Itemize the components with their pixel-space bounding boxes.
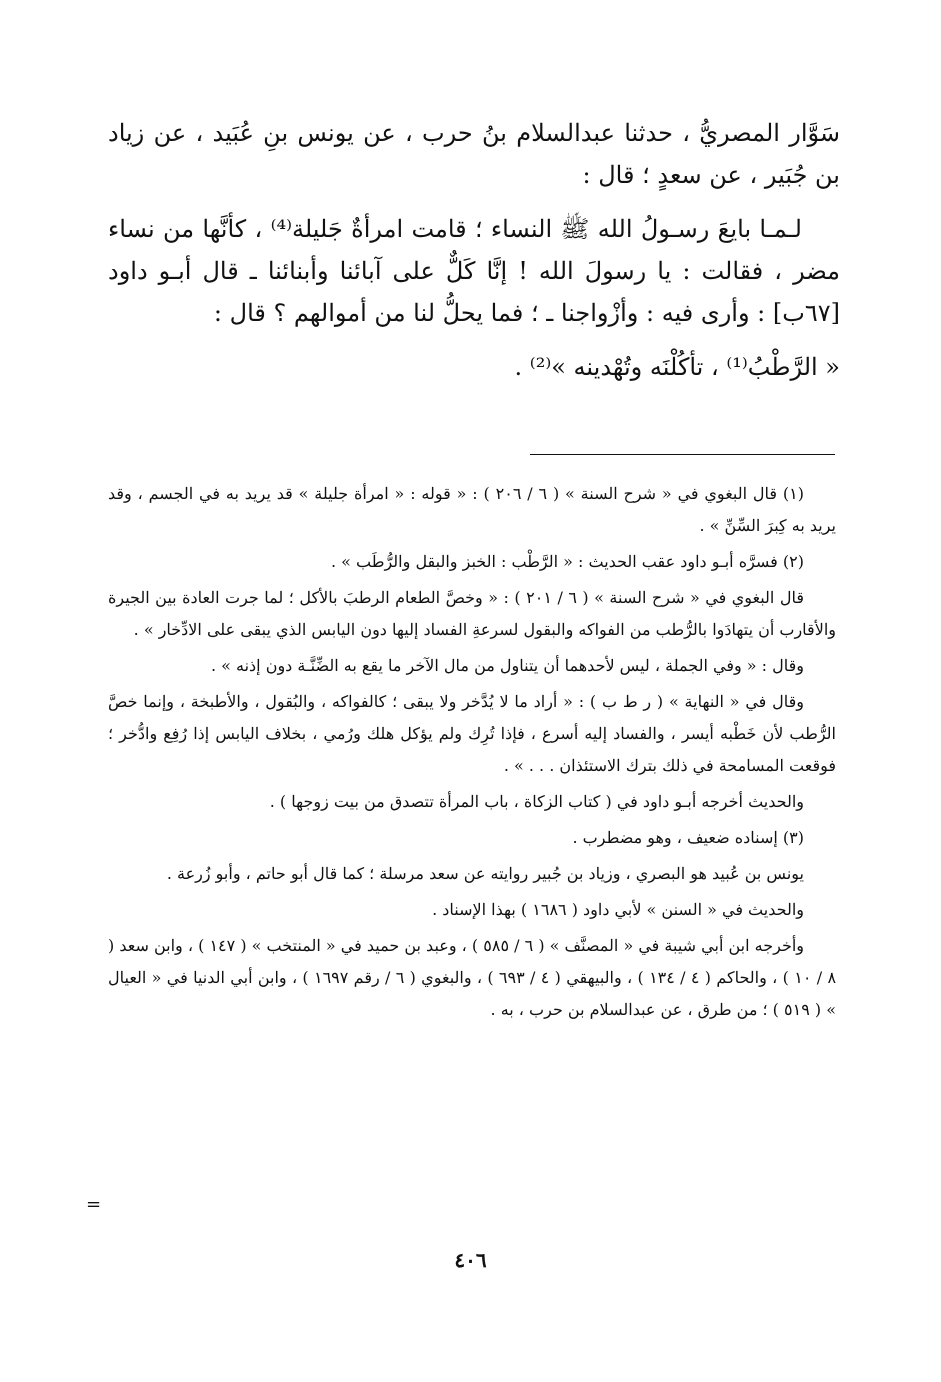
- footnote-3: (٣) إسناده ضعيف ، وهو مضطرب .: [572, 828, 804, 847]
- footnote-2-commentary: قال البغوي في « شرح السنة » ( ٦ / ٢٠١ ) : « وخصَّ الطعام الرطبَ بالأكل ؛ لما جرت العادة بين الجيرة والأقارب أن يتهادَوا بالرُّطب من الفواكه والبقول لسرعةِ الفساد إليها دون اليابس الذي يبقى على الادِّخار » .: [108, 588, 836, 639]
- footnote-3-narrators: يونس بن عُبيد هو البصري ، وزياد بن جُبير روايته عن سعد مرسلة ؛ كما قال أبو حاتم ، وأبو زُرعة .: [166, 864, 804, 883]
- hadith-body: لـمـا بايعَ رسـولُ الله ﷺ النساء ؛ قامت امرأةٌ جَليلة⁽⁴⁾ ، كأنَّها من نساء مضر ، فقالت : يا رسولَ الله ! إنَّا كَلٌّ على آبائنا وأبنائنا ـ قال أبـو داود [٦٧ب] : وأرى فيه : وأزْواجنا ـ ؛ فما يحلُّ لنا من أموالهم ؟ قال :: [108, 215, 840, 327]
- footnote-2-source: والحديث أخرجه أبـو داود في ( كتاب الزكاة ، باب المرأة تتصدق من بيت زوجها ) .: [269, 792, 804, 811]
- footnote-3-sunan: والحديث في « السنن » لأبي داود ( ١٦٨٦ ) بهذا الإسناد .: [432, 900, 804, 919]
- main-text: [108, 112, 840, 388]
- hadith-quote: « الرَّطْبُ⁽¹⁾ ، تأكُلْنَه وتُهْدينه »⁽²⁾ .: [514, 353, 840, 381]
- hadith-chain: سَوَّار المصريُّ ، حدثنا عبدالسلام بنُ حرب ، عن يونس بنِ عُبَيد ، عن زياد بن جُبَير ، عن سعدٍ ؛ قال :: [108, 119, 840, 189]
- footnotes: [108, 478, 836, 1030]
- page-number: ٤٠٦: [454, 1248, 487, 1272]
- footnote-separator: [530, 454, 835, 455]
- footnote-2-nihaya: وقال في « النهاية » ( ر ط ب ) : « أراد ما لا يُدَّخر ولا يبقى ؛ كالفواكه ، والبُقول ، والأطبخة ، وإنما خصَّ الرُّطب لأن خَطْبه أيسر ، والفساد إليه أسرع ، فإذا تُرِك ولم يؤكل هلك ورُمي ، بخلاف اليابس إذا رُفِع وادُّخر ؛ فوقعت المسامحة في ذلك بترك الاستئذان . . . » .: [108, 692, 836, 775]
- footnote-2: (٢) فسرَّه أبـو داود عقب الحديث : « الرَّطْب : الخبز والبقل والرُّطَب » .: [330, 552, 804, 571]
- footnote-2-quote: وقال : « وفي الجملة ، ليس لأحدهما أن يتناول من مال الآخر ما يقع به الضِّنَّـة دون إذنه » .: [210, 656, 804, 675]
- footnote-3-takhrij: وأخرجه ابن أبي شيبة في « المصنَّف » ( ٦ / ٥٨٥ ) ، وعبد بن حميد في « المنتخب » ( ١٤٧ ) ، وابن سعد ( ٨ / ١٠ ) ، والحاكم ( ٤ / ١٣٤ ) ، والبيهقي ( ٤ / ٦٩٣ ) ، والبغوي ( ٦ / رقم ١٦٩٧ ) ، وابن أبي الدنيا في « العيال » ( ٥١٩ ) ؛ من طرق ، عن عبدالسلام بن حرب ، به .: [108, 936, 837, 1019]
- continuation-mark: =: [86, 1194, 102, 1215]
- footnote-1: (١) قال البغوي في « شرح السنة » ( ٦ / ٢٠٦ ) : « قوله : « امرأة جليلة » قد يريد به في الجسم ، وقد يريد به كِبرَ السِّنِّ » .: [108, 484, 836, 535]
